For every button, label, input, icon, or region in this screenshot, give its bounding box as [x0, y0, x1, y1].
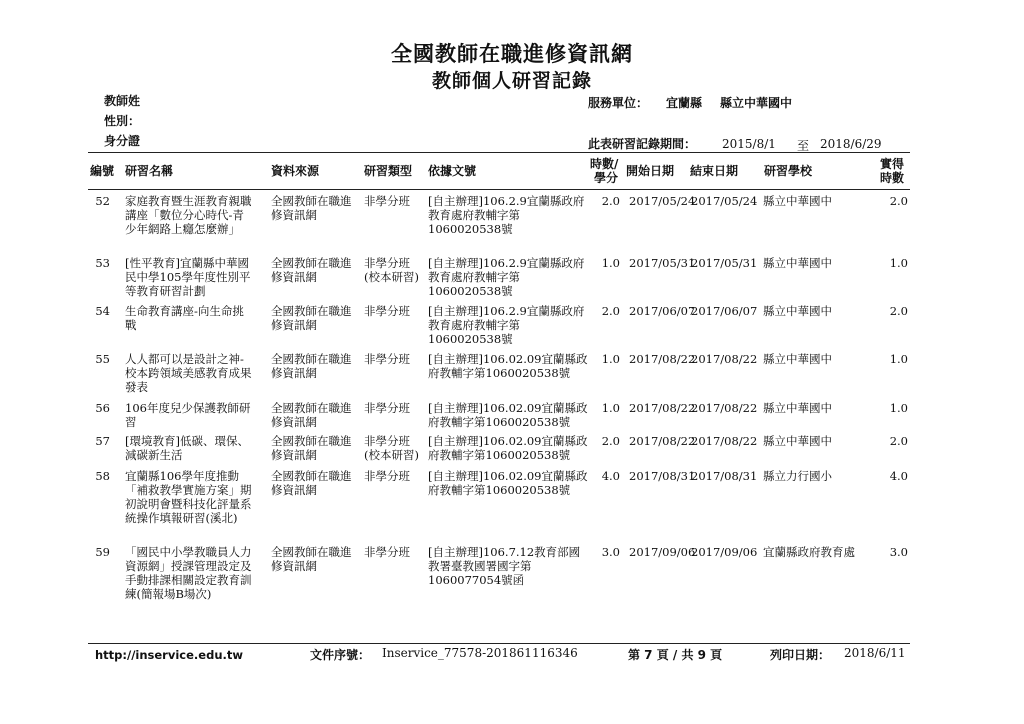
- row-hours: 2.0: [601, 304, 620, 318]
- row-source: 全國教師在職進修資訊網: [271, 469, 352, 497]
- row-type: 非學分班(校本研習): [364, 434, 419, 462]
- period-label: 此表研習記錄期間：: [588, 137, 697, 151]
- row-ref: [自主辦理]106.2.9宜蘭縣政府教育處府教輔字第1060020538號: [428, 194, 585, 236]
- row-hours: 2.0: [601, 434, 620, 448]
- row-name: 「國民中小學教職員人力資源網」授課管理設定及手動排課相關設定教育訓練(簡報場B場次): [125, 545, 252, 601]
- row-school: 縣立中華國中: [763, 352, 832, 366]
- col-got-line2: 時數: [880, 171, 905, 185]
- row-source: 全國教師在職進修資訊網: [271, 194, 352, 222]
- col-got-line1: 實得: [880, 157, 905, 171]
- row-name: 家庭教育暨生涯教育親職講座「數位分心時代-青少年網路上癮怎麼辦」: [125, 194, 252, 236]
- name-label: 教師姓: [104, 94, 141, 108]
- row-ref: [自主辦理]106.2.9宜蘭縣政府教育處府教輔字第1060020538號: [428, 256, 585, 298]
- row-ref: [自主辦理]106.02.09宜蘭縣政府教輔字第1060020538號: [428, 469, 588, 497]
- row-school: 縣立中華國中: [763, 401, 832, 415]
- doc-serial-label: 文件序號：: [310, 648, 371, 662]
- row-school: 縣立中華國中: [763, 256, 832, 270]
- row-ref: [自主辦理]106.02.09宜蘭縣政府教輔字第1060020538號: [428, 434, 588, 462]
- col-name: 研習名稱: [125, 164, 174, 178]
- row-num: 59: [95, 545, 110, 559]
- row-start: 2017/06/07: [629, 304, 696, 318]
- row-hours: 1.0: [601, 401, 620, 415]
- row-name: [性平教育]宜蘭縣中華國民中學105學年度性別平等教育研習計劃: [125, 256, 251, 298]
- row-ref: [自主辦理]106.7.12教育部國教署臺教國署國字第1060077054號函: [428, 545, 581, 587]
- row-start: 2017/08/31: [629, 469, 696, 483]
- row-name: 宜蘭縣106學年度推動「補救教學實施方案」期初說明會暨科技化評量系統操作填報研習(溪北): [125, 469, 252, 525]
- page-indicator: 第 7 頁 / 共 9 頁: [628, 648, 723, 662]
- row-got: 3.0: [889, 545, 908, 559]
- row-type: 非學分班: [364, 401, 410, 415]
- row-school: 縣立力行國小: [763, 469, 832, 483]
- col-ref: 依據文號: [428, 164, 477, 178]
- row-num: 53: [95, 256, 110, 270]
- row-end: 2017/06/07: [691, 304, 758, 318]
- row-source: 全國教師在職進修資訊網: [271, 434, 352, 462]
- row-start: 2017/05/31: [629, 256, 696, 270]
- period-to: 至: [797, 139, 810, 153]
- col-type: 研習類型: [364, 164, 413, 178]
- row-got: 4.0: [889, 469, 908, 483]
- row-start: 2017/08/22: [629, 434, 696, 448]
- row-name: 106年度兒少保護教師研習: [125, 401, 251, 429]
- row-type: 非學分班: [364, 352, 410, 366]
- row-end: 2017/08/31: [691, 469, 758, 483]
- header-bottom-rule: [88, 189, 910, 190]
- page-subtitle: 教師個人研習記錄: [431, 70, 592, 92]
- row-name: 生命教育講座-向生命挑戰: [125, 304, 244, 332]
- row-got: 2.0: [889, 304, 908, 318]
- period-start: 2015/8/1: [722, 137, 776, 151]
- row-num: 56: [95, 401, 110, 415]
- footer-url: http://inservice.edu.tw: [95, 648, 243, 662]
- row-type: 非學分班: [364, 194, 410, 208]
- row-ref: [自主辦理]106.2.9宜蘭縣政府教育處府教輔字第1060020538號: [428, 304, 585, 346]
- row-end: 2017/05/24: [691, 194, 758, 208]
- row-start: 2017/08/22: [629, 352, 696, 366]
- row-source: 全國教師在職進修資訊網: [271, 545, 352, 573]
- row-type: 非學分班: [364, 304, 410, 318]
- unit-county: 宜蘭縣: [666, 96, 703, 110]
- col-hours-line1: 時數/: [590, 157, 619, 171]
- row-num: 54: [95, 304, 110, 318]
- row-end: 2017/05/31: [691, 256, 758, 270]
- row-start: 2017/05/24: [629, 194, 696, 208]
- row-school: 宜蘭縣政府教育處: [763, 545, 855, 559]
- row-source: 全國教師在職進修資訊網: [271, 304, 352, 332]
- row-school: 縣立中華國中: [763, 194, 832, 208]
- row-num: 55: [95, 352, 110, 366]
- doc-serial-value: Inservice_77578-201861116346: [382, 646, 578, 660]
- print-date-value: 2018/6/11: [844, 646, 906, 660]
- row-source: 全國教師在職進修資訊網: [271, 352, 352, 380]
- print-date-label: 列印日期：: [770, 648, 831, 662]
- col-end: 結束日期: [690, 164, 739, 178]
- row-end: 2017/08/22: [691, 401, 758, 415]
- row-hours: 1.0: [601, 256, 620, 270]
- footer-rule: [88, 643, 910, 644]
- row-got: 2.0: [889, 194, 908, 208]
- row-start: 2017/08/22: [629, 401, 696, 415]
- unit-label: 服務單位：: [588, 96, 649, 110]
- period-end: 2018/6/29: [820, 137, 882, 151]
- row-end: 2017/08/22: [691, 352, 758, 366]
- row-name: 人人都可以是設計之神-校本跨領域美感教育成果發表: [125, 352, 252, 394]
- row-type: 非學分班: [364, 469, 410, 483]
- col-start: 開始日期: [626, 164, 675, 178]
- col-hours-line2: 學分: [594, 171, 619, 185]
- row-type: 非學分班(校本研習): [364, 256, 419, 284]
- col-school: 研習學校: [764, 164, 813, 178]
- unit-school: 縣立中華國中: [720, 96, 793, 110]
- header-top-rule: [88, 152, 910, 153]
- row-num: 52: [95, 194, 110, 208]
- row-ref: [自主辦理]106.02.09宜蘭縣政府教輔字第1060020538號: [428, 401, 588, 429]
- row-got: 2.0: [889, 434, 908, 448]
- row-school: 縣立中華國中: [763, 304, 832, 318]
- row-hours: 1.0: [601, 352, 620, 366]
- row-end: 2017/08/22: [691, 434, 758, 448]
- row-start: 2017/09/06: [629, 545, 696, 559]
- row-hours: 3.0: [601, 545, 620, 559]
- row-hours: 4.0: [601, 469, 620, 483]
- row-name: [環境教育]低碳、環保、減碳新生活: [125, 434, 249, 462]
- col-source: 資料來源: [271, 164, 320, 178]
- row-got: 1.0: [889, 352, 908, 366]
- gender-label: 性別：: [104, 114, 141, 128]
- row-hours: 2.0: [601, 194, 620, 208]
- row-type: 非學分班: [364, 545, 410, 559]
- row-source: 全國教師在職進修資訊網: [271, 401, 352, 429]
- id-label: 身分證: [104, 134, 141, 148]
- row-source: 全國教師在職進修資訊網: [271, 256, 352, 284]
- row-end: 2017/09/06: [691, 545, 758, 559]
- page-title: 全國教師在職進修資訊網: [391, 42, 633, 66]
- row-num: 58: [95, 469, 110, 483]
- row-got: 1.0: [889, 401, 908, 415]
- col-num: 編號: [90, 164, 115, 178]
- row-ref: [自主辦理]106.02.09宜蘭縣政府教輔字第1060020538號: [428, 352, 588, 380]
- row-got: 1.0: [889, 256, 908, 270]
- row-num: 57: [95, 434, 110, 448]
- row-school: 縣立中華國中: [763, 434, 832, 448]
